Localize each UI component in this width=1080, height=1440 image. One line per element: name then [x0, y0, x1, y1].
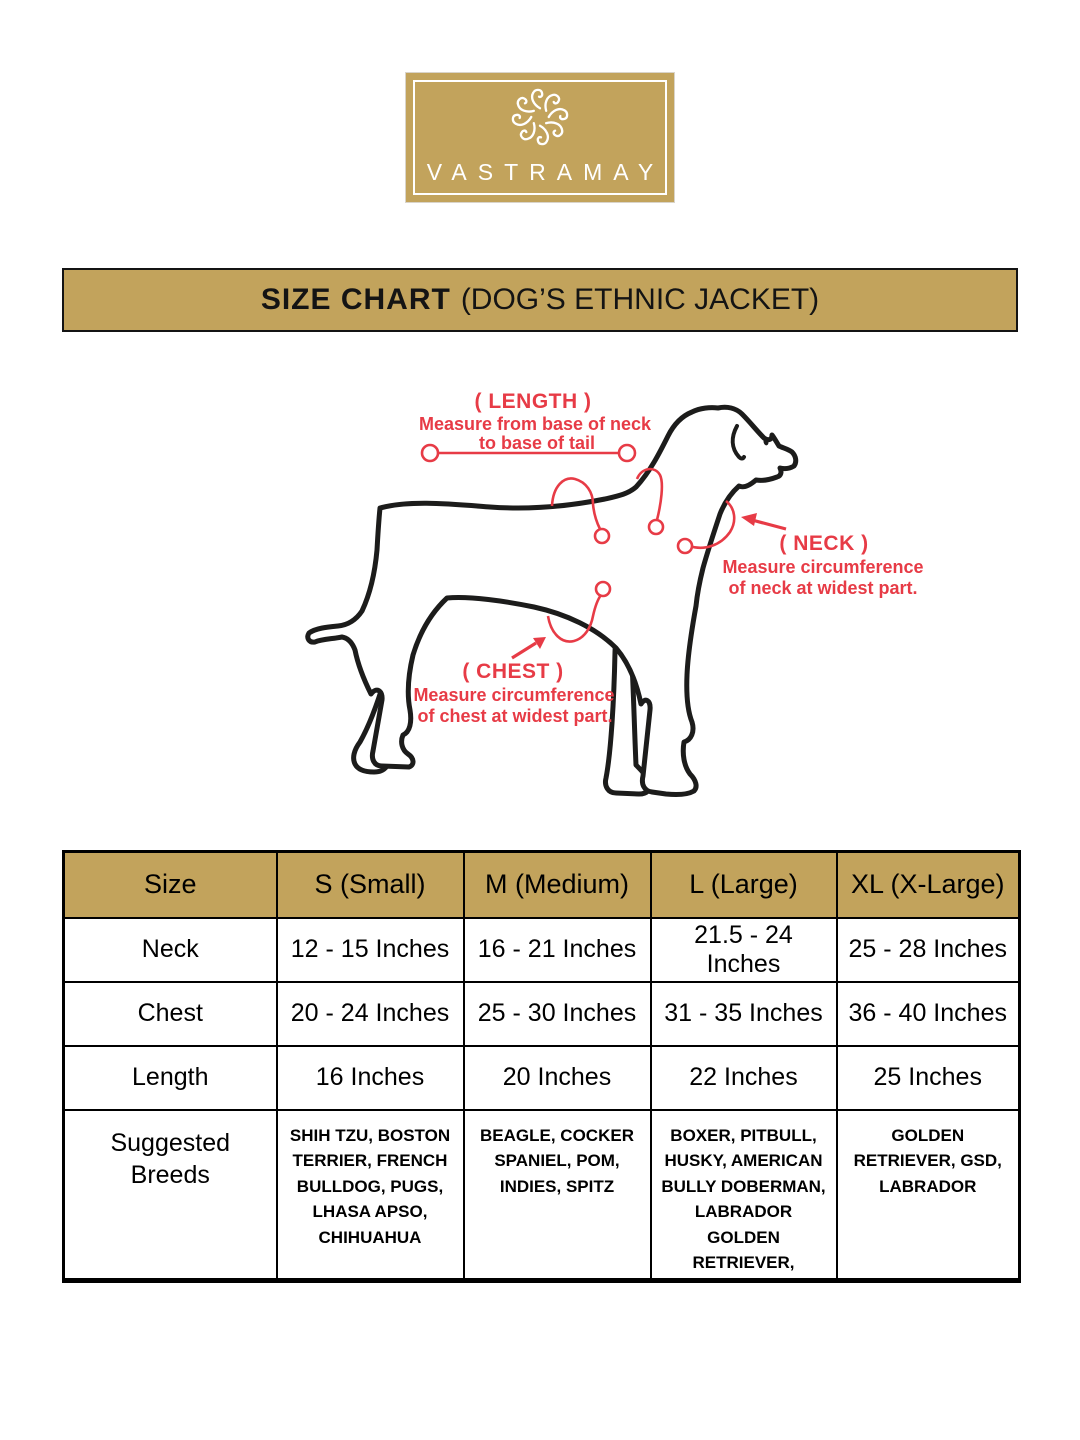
length-endpoint-left [422, 445, 438, 461]
chest-arrow-line [512, 643, 536, 658]
dog-outline [308, 407, 796, 794]
page-title: SIZE CHART [260, 283, 451, 316]
neck-arrow-line [752, 520, 786, 529]
brand-logo [405, 72, 675, 203]
length-medium: 20 Inches [464, 1046, 651, 1110]
table-row-length [64, 1046, 1020, 1110]
col-header-large: L (Large) [651, 852, 837, 918]
col-header-small: S (Small) [277, 852, 464, 918]
col-header-xlarge: XL (X-Large) [837, 852, 1020, 918]
length-label: ( LENGTH ) [474, 390, 592, 413]
size-chart-title-bar [62, 268, 1018, 332]
table-row-suggested-breeds [64, 1110, 1020, 1281]
table-row-chest [64, 982, 1020, 1046]
chest-label: ( CHEST ) [462, 660, 564, 683]
length-annotation [419, 390, 652, 461]
length-xlarge: 25 Inches [837, 1046, 1020, 1110]
row-label-neck: Neck [64, 918, 277, 982]
length-endpoint-right [619, 445, 635, 461]
chest-small: 20 - 24 Inches [277, 982, 464, 1046]
neck-desc-1: Measure circumference [722, 557, 924, 577]
row-label-chest: Chest [64, 982, 277, 1046]
length-large: 22 Inches [651, 1046, 837, 1110]
brand-name: VASTRAMAY [426, 159, 665, 185]
chest-desc-1: Measure circumference [413, 685, 615, 705]
breeds-large: BOXER, PITBULL, HUSKY, AMERICAN BULLY DOBERMAN, LABRADOR GOLDEN RETRIEVER, [651, 1110, 837, 1281]
withers-arc-dot [595, 529, 609, 543]
size-table [62, 850, 1021, 1283]
chest-medium: 25 - 30 Inches [464, 982, 651, 1046]
neck-arc-dot [678, 539, 692, 553]
measurement-diagram [0, 380, 1080, 830]
length-desc-1: Measure from base of neck [418, 414, 652, 434]
col-header-medium: M (Medium) [464, 852, 651, 918]
page-subtitle: (DOG’S ETHNIC JACKET) [460, 283, 820, 316]
breeds-medium: BEAGLE, COCKER SPANIEL, POM, INDIES, SPITZ [464, 1110, 651, 1281]
neck-desc-2: of neck at widest part. [728, 578, 918, 598]
neck-xlarge: 25 - 28 Inches [837, 918, 1020, 982]
breeds-xlarge: GOLDEN RETRIEVER, GSD, LABRADOR [837, 1110, 1020, 1281]
chest-arc-dot [596, 582, 610, 596]
chest-desc-2: of chest at widest part. [417, 706, 613, 726]
length-desc-2: to base of tail [478, 433, 596, 453]
table-header-row [64, 852, 1020, 918]
chest-large: 31 - 35 Inches [651, 982, 837, 1046]
neck-medium: 16 - 21 Inches [464, 918, 651, 982]
neck-large: 21.5 - 24 Inches [651, 918, 837, 982]
brand-emblem-icon [509, 86, 571, 148]
row-label-suggested-breeds: Suggested Breeds [64, 1110, 277, 1281]
breeds-small: SHIH TZU, BOSTON TERRIER, FRENCH BULLDOG, PUGS, LHASA APSO, CHIHUAHUA [277, 1110, 464, 1281]
neck-label: ( NECK ) [779, 532, 869, 555]
neck-small: 12 - 15 Inches [277, 918, 464, 982]
col-header-size: Size [64, 852, 277, 918]
row-label-length: Length [64, 1046, 277, 1110]
length-small: 16 Inches [277, 1046, 464, 1110]
table-row-neck [64, 918, 1020, 982]
neck-arrow-head [741, 513, 757, 526]
chest-xlarge: 36 - 40 Inches [837, 982, 1020, 1046]
neck-base-arc-dot [649, 520, 663, 534]
